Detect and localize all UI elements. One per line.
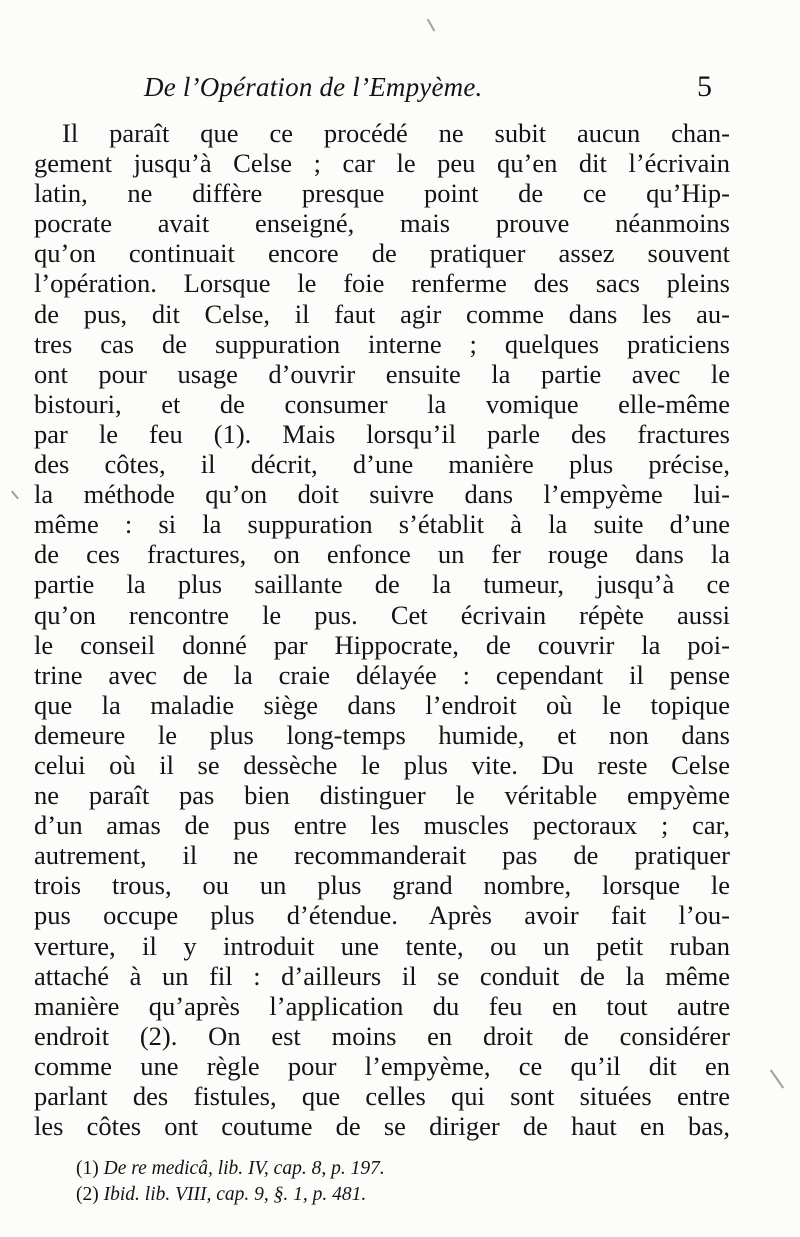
scan-mark (770, 1069, 784, 1088)
running-title: De l’Opération de l’Empyème. (144, 72, 483, 102)
text-line: les côtes ont coutume de se diriger de haut en bas, (34, 1111, 730, 1142)
footnote-mark: (1) (76, 1158, 99, 1179)
footnote-reference: , lib. IV, cap. 8, p. 197. (207, 1158, 385, 1179)
text-line: manière qu’après l’application du feu en tout autre (34, 990, 730, 1021)
text-line: latin, ne diffère presque point de ce qu’Hip- (34, 178, 730, 209)
body-text (34, 118, 730, 1141)
text-line: partie la plus saillante de la tumeur, jusqu’à ce (34, 569, 730, 600)
text-line: des côtes, il décrit, d’une manière plus précise, (34, 449, 730, 480)
text-line: l’opération. Lorsque le foie renferme des sacs pleins (34, 268, 730, 299)
scan-mark (11, 491, 19, 500)
scan-mark (427, 18, 436, 31)
text-line: gement jusqu’à Celse ; car le peu qu’en dit l’écrivain (34, 148, 730, 179)
text-line: verture, il y introduit une tente, ou un petit ruban (34, 930, 730, 961)
text-line: pus occupe plus d’étendue. Après avoir fait l’ou- (34, 900, 730, 931)
footnote (76, 1182, 636, 1208)
text-line: comme une règle pour l’empyème, ce qu’il dit en (34, 1050, 730, 1081)
text-line: trois trous, ou un plus grand nombre, lorsque le (34, 870, 730, 901)
text-line: celui où il se dessèche le plus vite. Du reste Celse (34, 749, 730, 780)
text-line: par le feu (1). Mais lorsqu’il parle des fractures (34, 418, 730, 449)
text-line: endroit (2). On est moins en droit de considérer (34, 1020, 730, 1051)
text-line: demeure le plus long-temps humide, et non dans (34, 719, 730, 750)
text-line: Il paraît que ce procédé ne subit aucun chan- (62, 118, 730, 148)
footnote-mark: (2) (76, 1184, 99, 1205)
text-line: même : si la suppuration s’établit à la suite d’une (34, 509, 730, 540)
text-line: d’un amas de pus entre les muscles pectoraux ; car, (34, 810, 730, 841)
text-line: qu’on rencontre le pus. Cet écrivain répète aussi (34, 599, 730, 630)
text-line: ont pour usage d’ouvrir ensuite la partie avec le (34, 358, 730, 389)
text-line: la méthode qu’on doit suivre dans l’empyème lui- (34, 479, 730, 510)
page-header (32, 72, 712, 112)
text-line: autrement, il ne recommanderait pas de pratiquer (34, 840, 730, 871)
text-line: bistouri, et de consumer la vomique elle-même (34, 388, 730, 419)
text-line: le conseil donné par Hippocrate, de couvrir la poi- (34, 629, 730, 660)
page-number: 5 (697, 70, 712, 103)
footnote-reference: lib. VIII, cap. 9, §. 1, p. 481. (139, 1184, 367, 1205)
footnote (76, 1156, 636, 1182)
text-line: de pus, dit Celse, il faut agir comme dans les au- (34, 298, 730, 329)
text-line: tres cas de suppuration interne ; quelques praticiens (34, 328, 730, 359)
footnote-work: De re medicâ (103, 1158, 208, 1179)
footnote-work: Ibid. (103, 1184, 140, 1205)
text-line: attaché à un fil : d’ailleurs il se conduit de la même (34, 960, 730, 991)
text-line: ne paraît pas bien distinguer le véritable empyème (34, 780, 730, 811)
text-line: que la maladie siège dans l’endroit où le topique (34, 689, 730, 720)
text-line: trine avec de la craie délayée : cependant il pense (34, 659, 730, 690)
text-line: pocrate avait enseigné, mais prouve néanmoins (34, 208, 730, 239)
text-line: parlant des fistules, que celles qui sont situées entre (34, 1081, 730, 1111)
text-line: de ces fractures, on enfonce un fer rouge dans la (34, 539, 730, 570)
text-line: qu’on continuait encore de pratiquer assez souvent (34, 238, 730, 269)
footnotes (76, 1156, 636, 1208)
